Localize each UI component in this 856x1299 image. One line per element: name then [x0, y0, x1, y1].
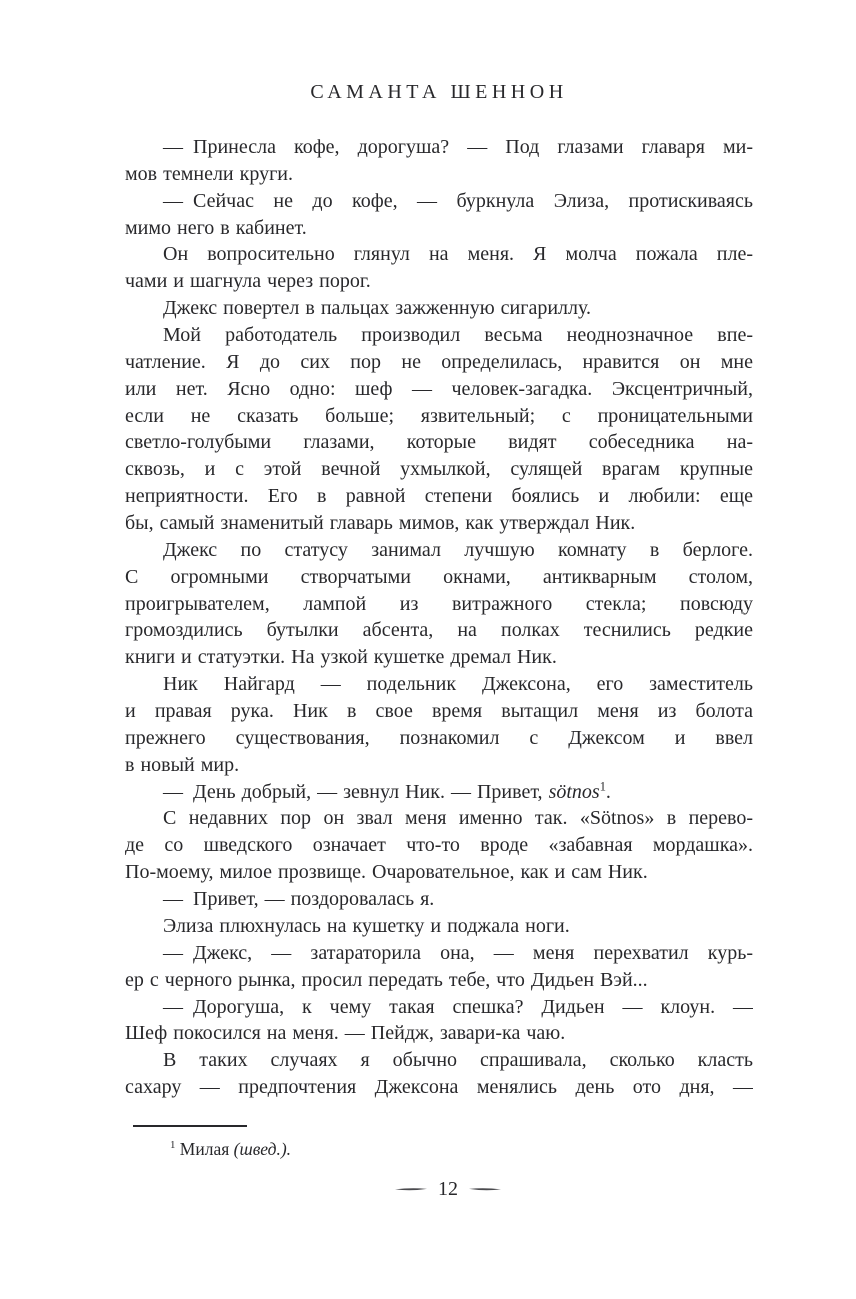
page-footer	[134, 1176, 762, 1203]
text-line	[125, 161, 753, 188]
text-line	[125, 698, 753, 725]
text-line	[125, 779, 753, 806]
text-segment: Он вопросительно глянул на меня. Я молча пожала пле-	[163, 243, 753, 266]
text-line	[125, 671, 753, 698]
text-line	[125, 188, 753, 215]
folio-dash-icon	[395, 1187, 427, 1192]
text-segment: С недавних пор он звал меня именно так. «Sötnos» в перево-	[163, 807, 753, 830]
text-segment: Мой работодатель производил весьма неоднозначное впе-	[163, 324, 753, 347]
text-segment: Элиза плюхнулась на кушетку и поджала ноги.	[163, 914, 570, 937]
text-line	[125, 537, 753, 564]
text-line	[125, 913, 753, 940]
text-segment: 1	[599, 778, 606, 793]
text-line	[125, 564, 753, 591]
text-segment: По-моему, милое прозвище. Очаровательное, как и сам Ник.	[125, 861, 648, 884]
text-line	[125, 268, 753, 295]
text-segment: — Джекс, — затараторила она, — меня перехватил курь-	[163, 941, 753, 964]
text-segment: — Сейчас не до кофе, — буркнула Элиза, протискиваясь	[163, 189, 753, 212]
text-segment: проигрывателем, лампой из витражного стекла; повсюду	[125, 592, 753, 615]
text-segment: громоздились бутылки абсента, на полках теснились редкие	[125, 619, 753, 642]
text-line	[125, 859, 753, 886]
text-line	[125, 483, 753, 510]
text-segment: Джекс по статусу занимал лучшую комнату в берлоге.	[163, 538, 753, 561]
text-line	[125, 725, 753, 752]
text-segment: прежнего существования, познакомил с Джексом и ввел	[125, 726, 753, 749]
text-segment: Джекс повертел в пальцах зажженную сигариллу.	[163, 297, 591, 320]
running-header: САМАНТА ШЕННОН	[310, 81, 568, 103]
text-segment: Милая	[175, 1139, 234, 1159]
text-segment: или нет. Ясно одно: шеф — человек-загадка. Эксцентричный,	[125, 377, 753, 400]
text-line	[125, 215, 753, 242]
text-line	[125, 510, 753, 537]
text-segment: сквозь, и с этой вечной ухмылкой, сулящей врагам крупные	[125, 458, 753, 481]
text-line	[125, 994, 753, 1021]
text-line	[125, 403, 753, 430]
folio-dash-icon	[469, 1187, 501, 1192]
text-line	[125, 1047, 753, 1074]
text-segment: неприятности. Его в равной степени боялись и любили: еще	[125, 485, 753, 508]
text-segment: Ник Найгард — подельник Джексона, его заместитель	[163, 673, 753, 696]
page-number: 12	[438, 1178, 458, 1200]
text-segment: Шеф покосился на меня. — Пейдж, завари-ка чаю.	[125, 1022, 566, 1045]
text-segment: ер с черного рынка, просил передать тебе, что Дидьен Вэй...	[125, 968, 648, 991]
footnote-text	[125, 1137, 753, 1161]
text-segment: бы, самый знаменитый главарь мимов, как утверждал Ник.	[125, 512, 636, 535]
text-line	[125, 241, 753, 268]
text-line	[125, 429, 753, 456]
text-segment: мов темнели круги.	[125, 162, 293, 185]
text-segment: С огромными створчатыми окнами, антикварным столом,	[125, 565, 753, 588]
text-segment: — Дорогуша, к чему такая спешка? Дидьен — клоун. —	[163, 995, 753, 1018]
text-segment: мимо него в кабинет.	[125, 216, 307, 239]
text-segment: (швед.).	[233, 1139, 292, 1159]
text-line	[125, 322, 753, 349]
text-line	[125, 456, 753, 483]
text-segment: — Привет, — поздоровалась я.	[163, 888, 435, 911]
text-line	[125, 376, 753, 403]
text-line	[125, 805, 753, 832]
text-line	[125, 886, 753, 913]
text-line	[125, 967, 753, 994]
text-line	[125, 349, 753, 376]
text-segment: sötnos	[548, 780, 600, 803]
text-line	[125, 617, 753, 644]
text-segment: чатление. Я до сих пор не определилась, нравится он мне	[125, 350, 753, 373]
text-line	[125, 940, 753, 967]
page-body-text	[125, 134, 753, 1101]
text-segment: сахару — предпочтения Джексона менялись день ото дня, —	[125, 1076, 753, 1099]
text-line	[125, 752, 753, 779]
text-line	[125, 832, 753, 859]
footnote-separator	[133, 1125, 247, 1127]
text-segment: книги и статуэтки. На узкой кушетке дремал Ник.	[125, 646, 557, 669]
text-segment: де со шведского означает что-то вроде «забавная мордашка».	[125, 834, 753, 857]
text-segment: — Принесла кофе, дорогуша? — Под глазами главаря ми-	[163, 136, 753, 158]
text-line	[125, 644, 753, 671]
text-segment: чами и шагнула через порог.	[125, 270, 371, 293]
text-segment: светло-голубыми глазами, которые видят собеседника на-	[125, 431, 753, 454]
text-segment: — День добрый, — зевнул Ник. — Привет,	[163, 780, 549, 803]
text-line	[125, 591, 753, 618]
text-line	[125, 134, 753, 161]
text-segment: в новый мир.	[125, 753, 240, 776]
text-segment: и правая рука. Ник в свое время вытащил меня из болота	[125, 700, 753, 723]
text-segment: .	[605, 780, 611, 803]
text-segment: если не сказать больше; язвительный; с проницательными	[125, 404, 753, 427]
text-line	[125, 1074, 753, 1101]
text-line	[125, 295, 753, 322]
text-segment: В таких случаях я обычно спрашивала, сколько класть	[163, 1049, 753, 1072]
text-segment: 1	[170, 1139, 176, 1152]
text-line	[125, 1020, 753, 1047]
